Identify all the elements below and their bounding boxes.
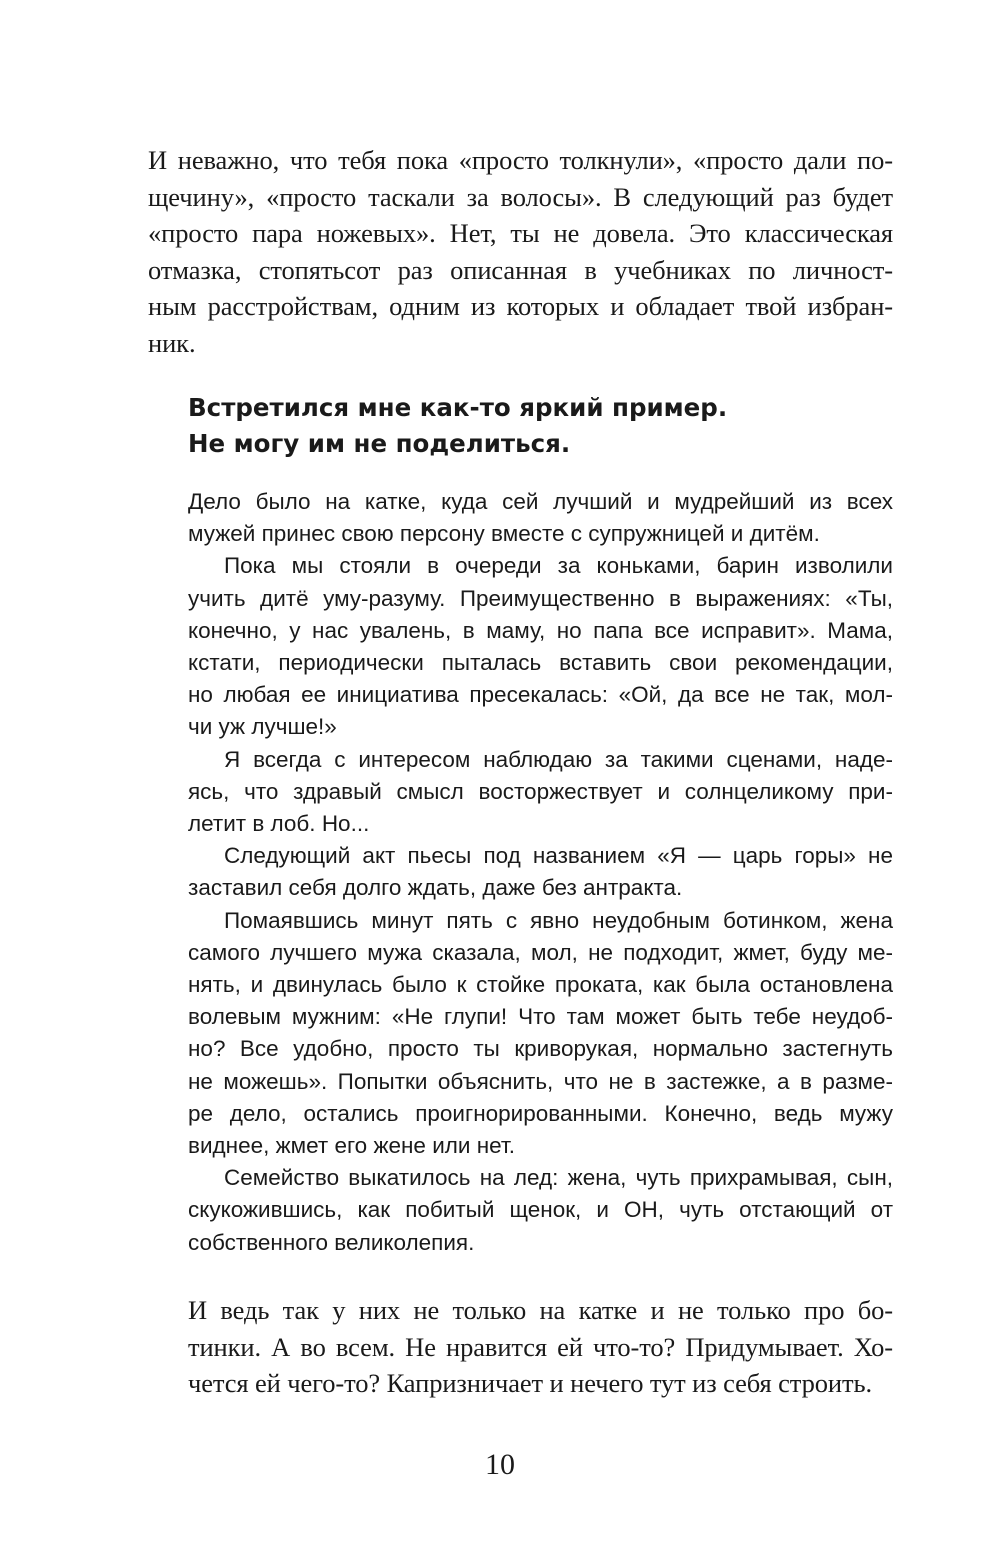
text-line: ным расстройствам, одним из которых и обладает твой избран- [148, 291, 893, 321]
text-line: И неважно, что тебя пока «просто толкнули», «просто дали по- [148, 145, 893, 175]
text-line: отмазка, стопятьсот раз описанная в учебниках по личност- [148, 254, 893, 285]
text-line: Я всегда с интересом наблюдаю за такими сценами, наде- [224, 746, 893, 772]
text-line: ник. [148, 327, 196, 358]
text-line: нять, и двинулась было к стойке проката, как была остановлена [188, 972, 893, 998]
text-line: ясь, что здравый смысл восторжествует и солнцеликому при- [188, 778, 893, 804]
text-line: Семейство выкатилось на лед: жена, чуть прихрамывая, сын, [224, 1165, 893, 1191]
heading-line: Встретился мне как-то яркий пример. [188, 393, 728, 422]
text-line: «просто пара ножевых». Нет, ты не довела. Это классическая [148, 218, 893, 248]
text-line: но любая ее инициатива пресекалась: «Ой, да все не так, мол- [188, 682, 893, 708]
text-line: заставил себя долго ждать, даже без антракта. [188, 875, 683, 901]
story-text [188, 486, 893, 1259]
text-line: но? Все удобно, просто ты криворукая, нормально застегнуть [188, 1036, 893, 1062]
page-number: 10 [485, 1448, 515, 1481]
text-line: Дело было на катке, куда сей лучший и мудрейший из всех [188, 489, 893, 514]
text-line: тинки. А во всем. Не нравится ей что-то? Придумывает. Хо- [188, 1331, 893, 1362]
text-line: скукожившись, как побитый щенок, и ОН, чуть отстающий от [188, 1197, 893, 1223]
heading-line: Не могу им не поделиться. [188, 429, 571, 458]
text-line: конечно, у нас увалень, в маму, но папа все исправит». Мама, [188, 617, 893, 643]
text-line: Помаявшись минут пять с явно неудобным ботинком, жена [224, 907, 893, 933]
text-line: собственного великолепия. [188, 1229, 475, 1255]
text-line: волевым мужним: «Не глупи! Что там может быть тебе неудоб- [188, 1004, 893, 1030]
paragraph-conclusion [188, 1292, 893, 1402]
text-line: учить дитё уму-разуму. Преимущественно в выражениях: «Ты, [188, 585, 893, 611]
paragraph-intro [148, 142, 893, 361]
text-line: щечину», «просто таскали за волосы». В следующий раз будет [148, 181, 893, 212]
text-line: самого лучшего мужа сказала, мол, не подходит, жмет, буду ме- [188, 939, 893, 965]
text-line: Пока мы стояли в очереди за коньками, барин изволили [224, 553, 893, 579]
text-line: виднее, жмет его жене или нет. [188, 1133, 515, 1159]
text-line: Следующий акт пьесы под названием «Я — царь горы» не [224, 843, 893, 869]
text-line: чется ей чего-то? Капризничает и нечего тут из себя строить. [188, 1368, 872, 1398]
text-line: чи уж лучше!» [188, 714, 337, 740]
text-line: кстати, периодически пыталась вставить свои рекомендации, [188, 650, 893, 676]
text-line: не можешь». Попытки объяснить, что не в застежке, а в разме- [188, 1068, 893, 1094]
text-line: летит в лоб. Но... [188, 811, 370, 837]
text-line: ре дело, остались проигнорированными. Конечно, ведь мужу [188, 1100, 893, 1126]
text-line: И ведь так у них не только на катке и не только про бо- [188, 1295, 893, 1325]
text-line: мужей принес свою персону вместе с супружницей и дитём. [188, 521, 820, 547]
section-heading [188, 390, 893, 462]
